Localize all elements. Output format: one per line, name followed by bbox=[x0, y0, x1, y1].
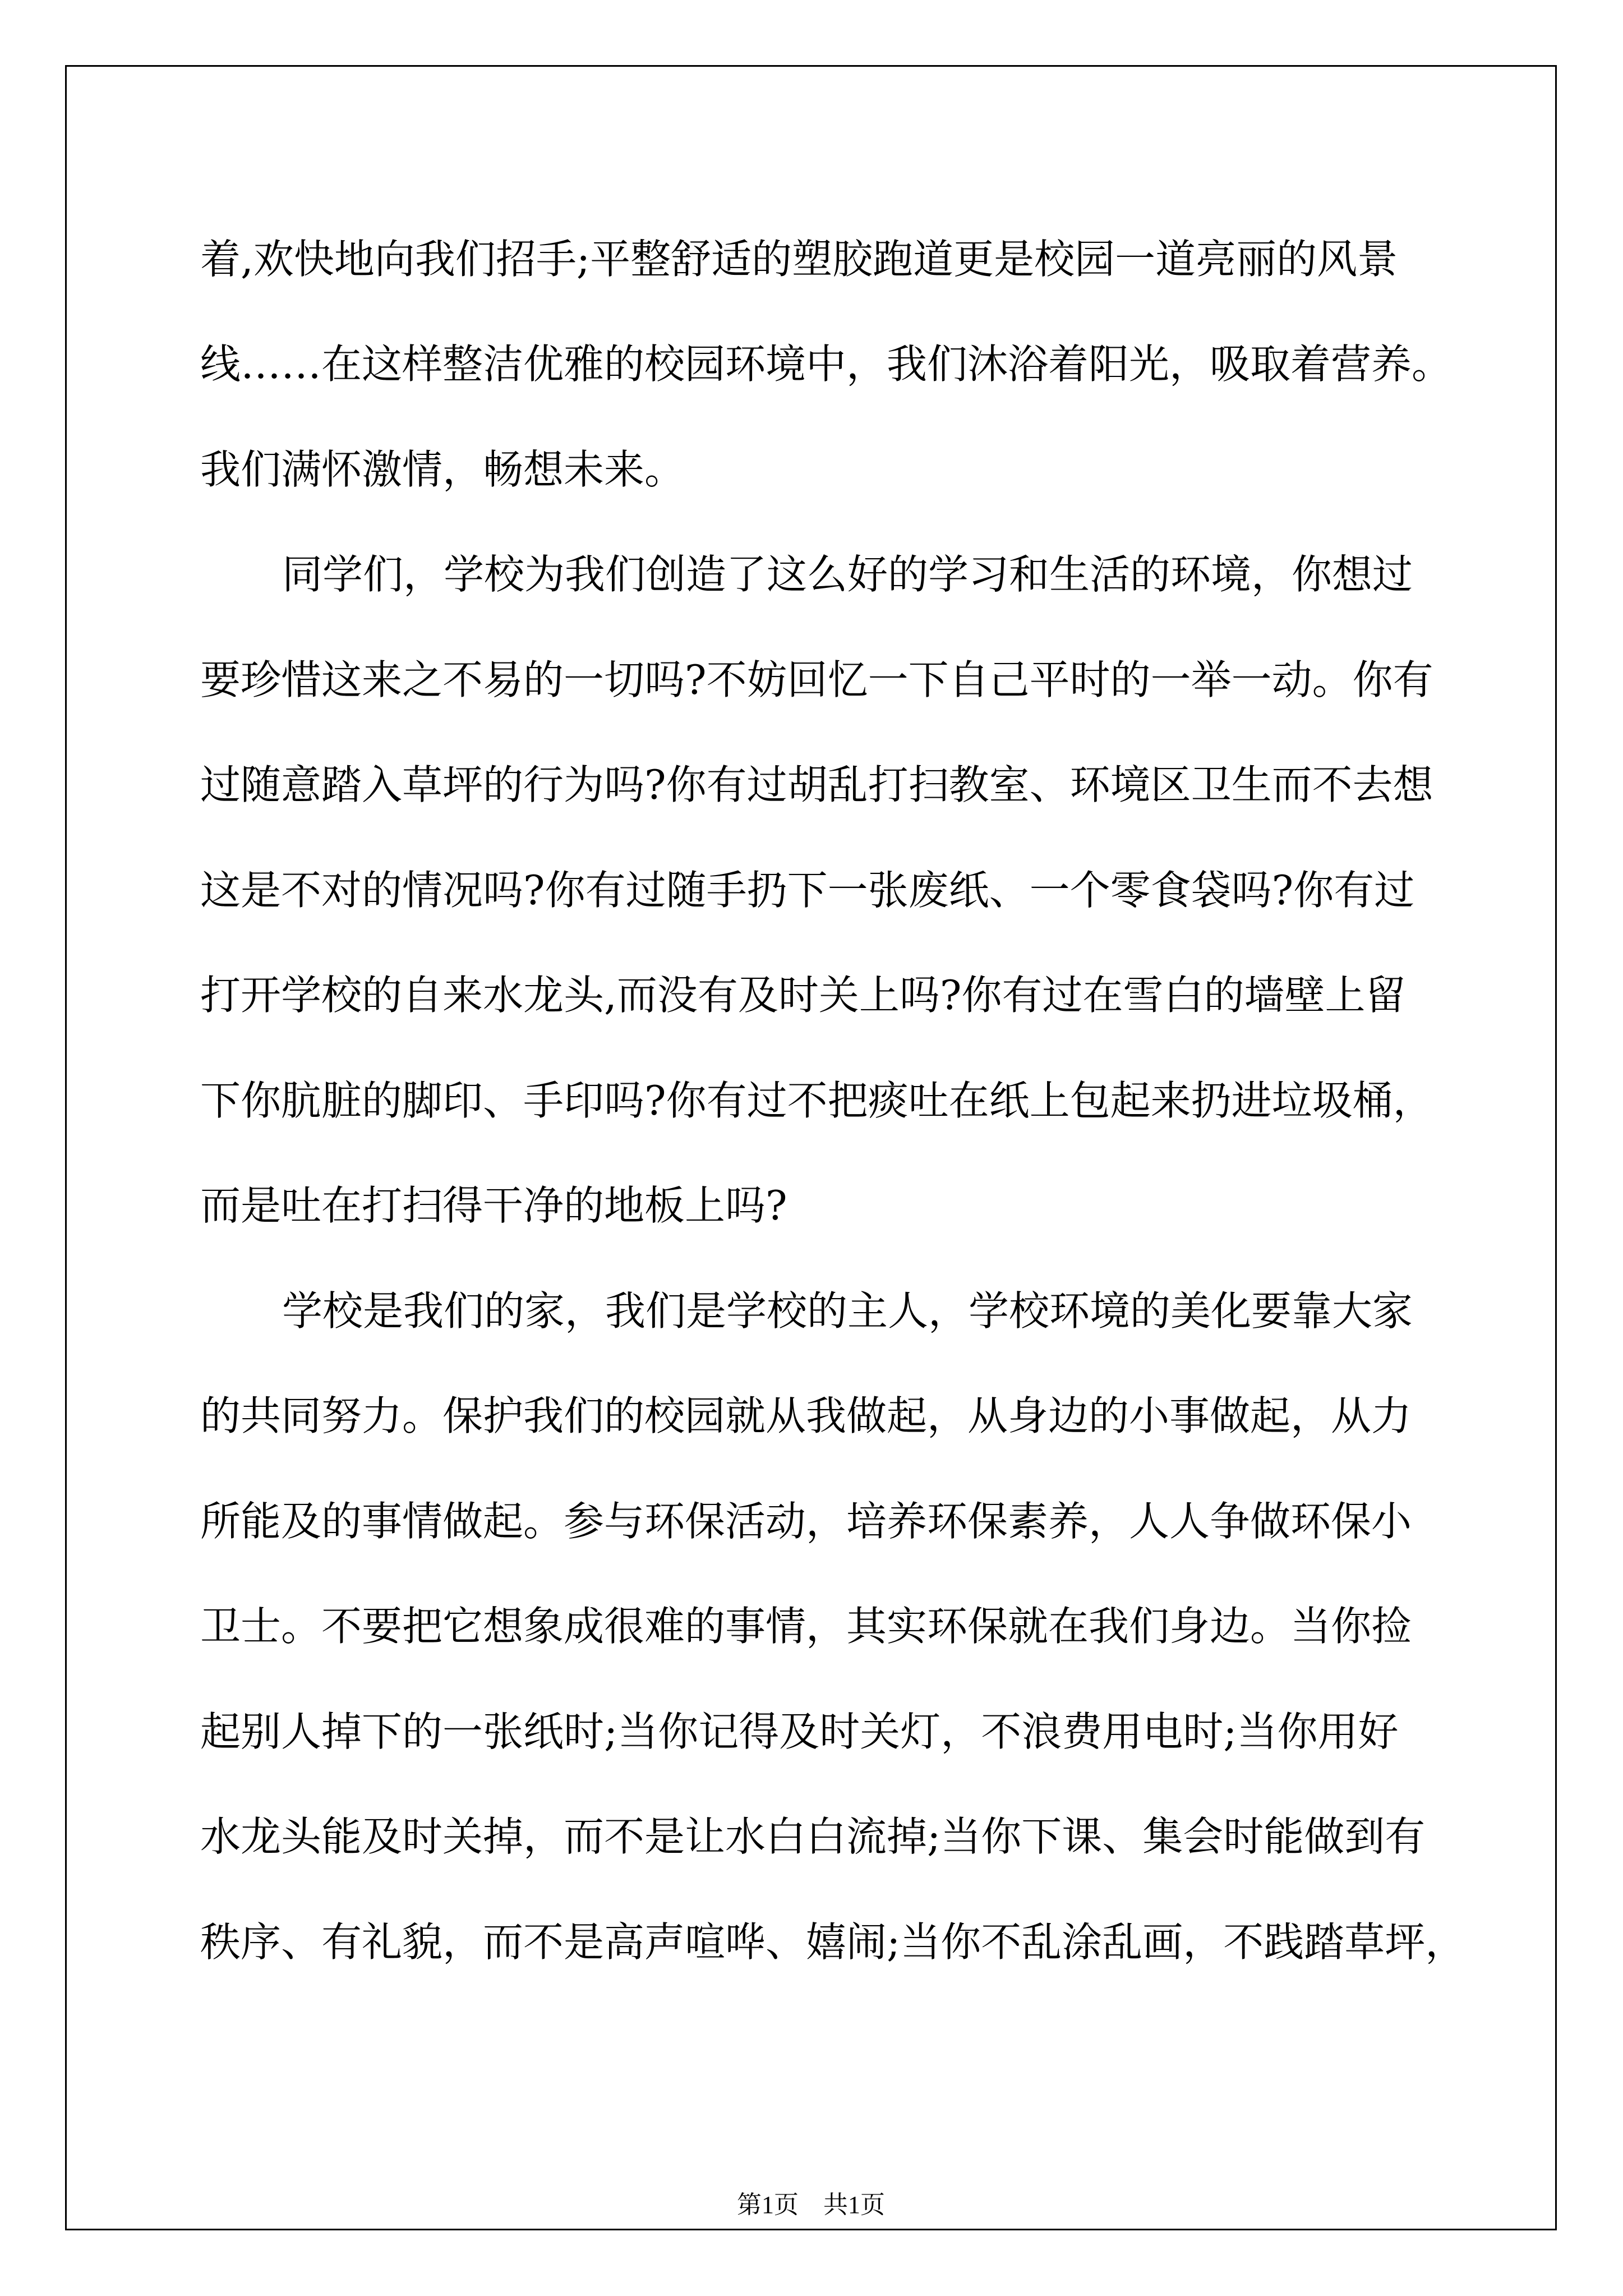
text-line: 的共同努力。保护我们的校园就从我做起，从身边的小事做起，从力 bbox=[200, 1392, 1412, 1439]
text-line: 起别人掉下的一张纸时;当你记得及时关灯，不浪费用电时;当你用好 bbox=[200, 1708, 1399, 1755]
text-line: 同学们，学校为我们创造了这么好的学习和生活的环境，你想过 bbox=[282, 551, 1413, 598]
text-line: 秩序、有礼貌，而不是高声喧哗、嬉闹;当你不乱涂乱画，不践踏草坪， bbox=[200, 1918, 1466, 1966]
text-line: 我们满怀激情，畅想未来。 bbox=[200, 446, 685, 493]
text-line: 线……在这样整洁优雅的校园环境中，我们沐浴着阳光，吸取着营养。 bbox=[200, 341, 1453, 388]
text-line: 下你肮脏的脚印、手印吗?你有过不把痰吐在纸上包起来扔进垃圾桶， bbox=[200, 1077, 1433, 1124]
page-frame bbox=[65, 65, 1557, 2230]
document-body bbox=[67, 67, 1555, 2229]
text-line: 所能及的事情做起。参与环保活动，培养环保素养，人人争做环保小 bbox=[200, 1498, 1412, 1545]
page-number-footer: 第1页 共1页 bbox=[737, 2191, 885, 2219]
text-line: 学校是我们的家，我们是学校的主人，学校环境的美化要靠大家 bbox=[282, 1287, 1413, 1335]
text-line: 这是不对的情况吗?你有过随手扔下一张废纸、一个零食袋吗?你有过 bbox=[200, 867, 1415, 914]
text-line: 要珍惜这来之不易的一切吗?不妨回忆一下自己平时的一举一动。你有 bbox=[200, 656, 1433, 703]
text-line: 打开学校的自来水龙头,而没有及时关上吗?你有过在雪白的墙壁上留 bbox=[200, 972, 1406, 1019]
text-line: 而是吐在打扫得干净的地板上吗? bbox=[200, 1182, 787, 1229]
text-line: 水龙头能及时关掉，而不是让水白白流掉;当你下课、集会时能做到有 bbox=[200, 1813, 1426, 1860]
text-line: 过随意踏入草坪的行为吗?你有过胡乱打扫教室、环境区卫生而不去想 bbox=[200, 761, 1433, 808]
text-line: 着,欢快地向我们招手;平整舒适的塑胶跑道更是校园一道亮丽的风景 bbox=[200, 236, 1398, 283]
text-line: 卫士。不要把它想象成很难的事情，其实环保就在我们身边。当你捡 bbox=[200, 1603, 1412, 1650]
